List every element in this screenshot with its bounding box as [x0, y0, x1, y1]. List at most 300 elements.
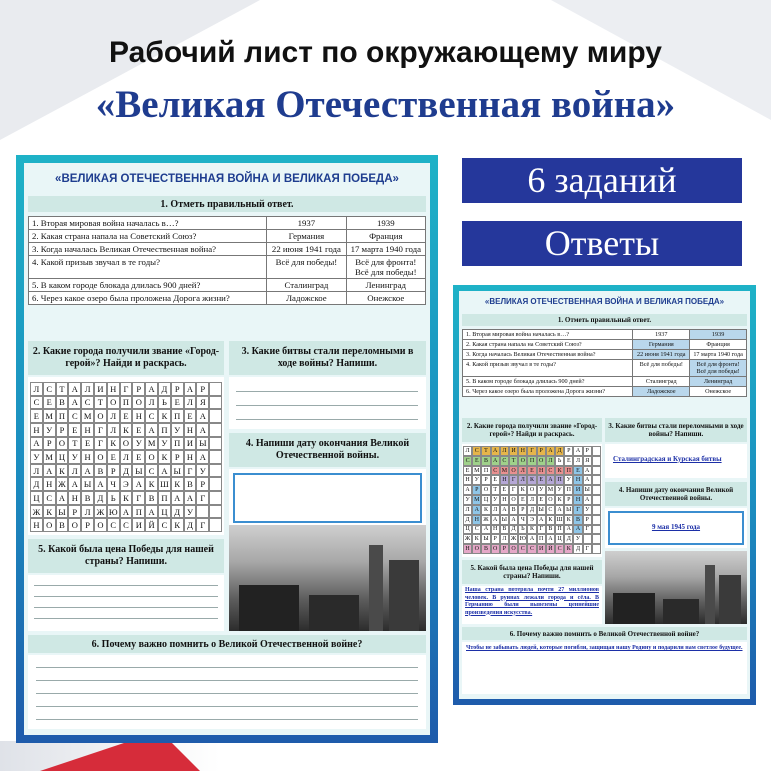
- grid-letter[interactable]: Р: [196, 382, 209, 396]
- grid-letter[interactable]: А: [94, 477, 107, 491]
- grid-letter[interactable]: О: [107, 396, 120, 410]
- grid-letter[interactable]: И: [537, 544, 546, 554]
- grid-letter[interactable]: Ь: [555, 456, 564, 466]
- grid-letter[interactable]: А: [573, 525, 582, 535]
- grid-letter[interactable]: Л: [573, 456, 582, 466]
- grid-letter[interactable]: Ш: [158, 477, 171, 491]
- grid-letter[interactable]: А: [583, 475, 592, 485]
- grid-letter[interactable]: Ж: [94, 505, 107, 519]
- grid-letter[interactable]: М: [547, 487, 554, 494]
- grid-letter[interactable]: Ж: [510, 536, 517, 543]
- grid-letter[interactable]: К: [158, 450, 171, 464]
- grid-letter[interactable]: Ж: [464, 536, 471, 543]
- grid-letter[interactable]: Н: [81, 450, 94, 464]
- grid-letter[interactable]: У: [184, 505, 197, 519]
- grid-letter[interactable]: А: [196, 423, 209, 437]
- grid-letter[interactable]: К: [171, 518, 184, 532]
- grid-letter[interactable]: А: [500, 505, 509, 515]
- grid-letter[interactable]: А: [81, 464, 94, 478]
- grid-letter[interactable]: К: [527, 525, 536, 535]
- grid-letter[interactable]: А: [555, 505, 564, 515]
- grid-letter[interactable]: С: [527, 544, 536, 554]
- grid-letter[interactable]: Л: [500, 534, 509, 544]
- answer-option-cell[interactable]: 17 марта 1940 года: [690, 350, 747, 360]
- grid-letter[interactable]: С: [500, 456, 509, 466]
- answer-option-cell[interactable]: Ладожское: [267, 292, 346, 305]
- grid-letter[interactable]: С: [546, 466, 555, 476]
- grid-letter[interactable]: Г: [184, 464, 197, 478]
- grid-letter[interactable]: Г: [94, 423, 107, 437]
- grid-letter[interactable]: Л: [30, 464, 43, 478]
- grid-letter[interactable]: Н: [81, 423, 94, 437]
- grid-letter[interactable]: В: [145, 491, 158, 505]
- grid-letter[interactable]: Н: [184, 450, 197, 464]
- answer-option-cell[interactable]: Всё для фронта! Всё для победы!: [346, 256, 425, 279]
- grid-letter[interactable]: [592, 505, 601, 515]
- grid-letter[interactable]: [592, 485, 601, 495]
- grid-letter[interactable]: В: [81, 491, 94, 505]
- grid-letter[interactable]: У: [555, 485, 564, 495]
- grid-letter[interactable]: Е: [518, 495, 527, 505]
- grid-letter[interactable]: Г: [132, 491, 145, 505]
- grid-letter[interactable]: Н: [472, 515, 481, 525]
- grid-letter[interactable]: Н: [463, 475, 472, 485]
- grid-letter[interactable]: Г: [509, 475, 518, 485]
- grid-letter[interactable]: А: [158, 464, 171, 478]
- grid-letter[interactable]: Р: [518, 505, 527, 515]
- grid-letter[interactable]: Р: [171, 450, 184, 464]
- grid-letter[interactable]: Е: [107, 450, 120, 464]
- grid-letter[interactable]: О: [120, 437, 133, 451]
- grid-letter[interactable]: В: [500, 525, 509, 535]
- grid-letter[interactable]: П: [537, 534, 546, 544]
- grid-letter[interactable]: Ц: [481, 495, 490, 505]
- grid-letter[interactable]: Л: [107, 423, 120, 437]
- grid-letter[interactable]: Л: [518, 466, 527, 476]
- grid-letter[interactable]: А: [145, 382, 158, 396]
- grid-letter[interactable]: Н: [500, 495, 509, 505]
- grid-letter[interactable]: О: [43, 518, 56, 532]
- grid-letter[interactable]: [209, 437, 222, 451]
- grid-letter[interactable]: Н: [107, 382, 120, 396]
- grid-letter[interactable]: Д: [555, 446, 564, 456]
- grid-letter[interactable]: К: [481, 505, 490, 515]
- grid-letter[interactable]: [209, 518, 222, 532]
- grid-letter[interactable]: О: [132, 396, 145, 410]
- grid-letter[interactable]: Г: [120, 382, 133, 396]
- grid-letter[interactable]: У: [583, 505, 592, 515]
- grid-letter[interactable]: Ы: [538, 506, 544, 513]
- grid-letter[interactable]: А: [145, 505, 158, 519]
- grid-letter[interactable]: [209, 477, 222, 491]
- grid-letter[interactable]: М: [145, 437, 158, 451]
- grid-letter[interactable]: Е: [132, 450, 145, 464]
- grid-letter[interactable]: [592, 534, 601, 544]
- grid-letter[interactable]: К: [145, 477, 158, 491]
- grid-letter[interactable]: Л: [145, 396, 158, 410]
- grid-letter[interactable]: Н: [30, 423, 43, 437]
- grid-letter[interactable]: Ч: [107, 477, 120, 491]
- grid-letter[interactable]: Л: [30, 382, 43, 396]
- grid-letter[interactable]: К: [120, 423, 133, 437]
- grid-letter[interactable]: Н: [573, 495, 582, 505]
- grid-letter[interactable]: Р: [81, 518, 94, 532]
- grid-letter[interactable]: [592, 475, 601, 485]
- grid-letter[interactable]: Ж: [56, 477, 69, 491]
- grid-letter[interactable]: Л: [463, 446, 472, 456]
- grid-letter[interactable]: Я: [196, 396, 209, 410]
- grid-letter[interactable]: А: [573, 446, 582, 456]
- grid-letter[interactable]: Э: [527, 515, 536, 525]
- grid-letter[interactable]: У: [171, 423, 184, 437]
- grid-letter[interactable]: М: [474, 496, 480, 503]
- answer-option-cell[interactable]: Всё для победы!: [633, 360, 690, 377]
- answer-option-cell[interactable]: Ленинград: [690, 377, 747, 387]
- grid-letter[interactable]: [592, 456, 601, 466]
- grid-letter[interactable]: Р: [43, 437, 56, 451]
- grid-letter[interactable]: А: [546, 475, 555, 485]
- grid-letter[interactable]: Д: [527, 505, 536, 515]
- grid-letter[interactable]: Д: [94, 491, 107, 505]
- grid-letter[interactable]: Е: [68, 423, 81, 437]
- grid-letter[interactable]: Ы: [56, 505, 69, 519]
- grid-letter[interactable]: Д: [463, 515, 472, 525]
- grid-letter[interactable]: Л: [81, 382, 94, 396]
- grid-letter[interactable]: [592, 515, 601, 525]
- grid-letter[interactable]: Л: [527, 495, 536, 505]
- grid-letter[interactable]: П: [564, 466, 573, 476]
- grid-letter[interactable]: Д: [158, 382, 171, 396]
- grid-letter[interactable]: Т: [56, 382, 69, 396]
- grid-letter[interactable]: П: [564, 485, 573, 495]
- grid-letter[interactable]: А: [56, 491, 69, 505]
- grid-letter[interactable]: [209, 505, 222, 519]
- grid-letter[interactable]: У: [196, 464, 209, 478]
- grid-letter[interactable]: Г: [196, 518, 209, 532]
- grid-letter[interactable]: В: [94, 464, 107, 478]
- grid-letter[interactable]: П: [481, 466, 490, 476]
- grid-letter[interactable]: А: [583, 495, 592, 505]
- grid-letter[interactable]: С: [158, 518, 171, 532]
- grid-letter[interactable]: Р: [564, 495, 573, 505]
- grid-letter[interactable]: А: [120, 505, 133, 519]
- grid-letter[interactable]: С: [463, 456, 472, 466]
- grid-letter[interactable]: П: [171, 437, 184, 451]
- grid-letter[interactable]: Р: [500, 544, 509, 554]
- grid-letter[interactable]: О: [472, 544, 481, 554]
- grid-letter[interactable]: У: [491, 495, 500, 505]
- grid-letter[interactable]: И: [94, 382, 107, 396]
- grid-letter[interactable]: Е: [472, 456, 481, 466]
- grid-letter[interactable]: Л: [518, 475, 527, 485]
- grid-letter[interactable]: О: [481, 485, 490, 495]
- grid-letter[interactable]: Ы: [132, 464, 145, 478]
- grid-letter[interactable]: С: [68, 409, 81, 423]
- grid-letter[interactable]: [196, 505, 209, 519]
- grid-letter[interactable]: В: [481, 544, 490, 554]
- grid-letter[interactable]: Т: [94, 396, 107, 410]
- grid-letter[interactable]: К: [564, 515, 573, 525]
- grid-letter[interactable]: О: [491, 544, 500, 554]
- grid-letter[interactable]: А: [43, 464, 56, 478]
- grid-letter[interactable]: П: [555, 475, 564, 485]
- grid-letter[interactable]: М: [43, 450, 56, 464]
- grid-letter[interactable]: С: [81, 396, 94, 410]
- grid-letter[interactable]: П: [527, 456, 536, 466]
- answer-option-cell[interactable]: Ленинград: [346, 279, 425, 292]
- grid-letter[interactable]: Н: [30, 518, 43, 532]
- answer-option-cell[interactable]: Франция: [690, 340, 747, 350]
- grid-letter[interactable]: А: [491, 456, 500, 466]
- grid-letter[interactable]: [209, 382, 222, 396]
- grid-letter[interactable]: А: [491, 446, 500, 456]
- grid-letter[interactable]: В: [481, 456, 490, 466]
- grid-letter[interactable]: Ю: [107, 505, 120, 519]
- grid-letter[interactable]: К: [120, 491, 133, 505]
- grid-letter[interactable]: Г: [583, 544, 592, 554]
- grid-letter[interactable]: Т: [509, 456, 518, 466]
- grid-letter[interactable]: К: [158, 409, 171, 423]
- grid-letter[interactable]: К: [555, 466, 564, 476]
- grid-letter[interactable]: О: [509, 495, 518, 505]
- grid-letter[interactable]: Л: [546, 456, 555, 466]
- grid-letter[interactable]: А: [463, 485, 472, 495]
- grid-letter[interactable]: [592, 466, 601, 476]
- grid-letter[interactable]: Н: [518, 446, 527, 456]
- grid-letter[interactable]: О: [527, 485, 536, 495]
- grid-letter[interactable]: Е: [43, 396, 56, 410]
- grid-letter[interactable]: И: [184, 437, 197, 451]
- grid-letter[interactable]: Ь: [158, 396, 171, 410]
- grid-letter[interactable]: Н: [573, 475, 582, 485]
- grid-letter[interactable]: Ц: [30, 491, 43, 505]
- grid-letter[interactable]: Ю: [519, 536, 526, 543]
- grid-letter[interactable]: П: [555, 525, 564, 535]
- grid-letter[interactable]: Ц: [158, 505, 171, 519]
- grid-letter[interactable]: [209, 464, 222, 478]
- grid-letter[interactable]: П: [158, 423, 171, 437]
- grid-letter[interactable]: Е: [500, 485, 509, 495]
- grid-letter[interactable]: А: [472, 505, 481, 515]
- answer-option-cell[interactable]: 17 марта 1940 года: [346, 243, 425, 256]
- grid-letter[interactable]: Э: [120, 477, 133, 491]
- grid-letter[interactable]: Д: [171, 505, 184, 519]
- grid-letter[interactable]: А: [509, 515, 518, 525]
- grid-letter[interactable]: А: [546, 446, 555, 456]
- grid-letter[interactable]: С: [120, 518, 133, 532]
- grid-letter[interactable]: Н: [537, 466, 546, 476]
- grid-letter[interactable]: С: [107, 518, 120, 532]
- grid-letter[interactable]: Г: [196, 491, 209, 505]
- grid-letter[interactable]: Д: [120, 464, 133, 478]
- grid-letter[interactable]: О: [518, 456, 527, 466]
- answer-option-cell[interactable]: 1939: [690, 330, 747, 340]
- grid-letter[interactable]: Ц: [555, 534, 564, 544]
- grid-letter[interactable]: У: [573, 534, 582, 544]
- grid-letter[interactable]: О: [94, 450, 107, 464]
- grid-letter[interactable]: Ж: [483, 516, 489, 523]
- grid-letter[interactable]: У: [537, 485, 546, 495]
- grid-letter[interactable]: У: [158, 437, 171, 451]
- grid-letter[interactable]: А: [196, 450, 209, 464]
- grid-letter[interactable]: М: [501, 467, 508, 474]
- grid-letter[interactable]: А: [171, 491, 184, 505]
- grid-letter[interactable]: Л: [107, 409, 120, 423]
- grid-letter[interactable]: Р: [56, 423, 69, 437]
- grid-letter[interactable]: М: [43, 409, 56, 423]
- grid-letter[interactable]: С: [555, 544, 564, 554]
- grid-letter[interactable]: Е: [527, 466, 536, 476]
- grid-letter[interactable]: С: [546, 505, 555, 515]
- grid-letter[interactable]: Ы: [196, 437, 209, 451]
- grid-letter[interactable]: И: [509, 446, 518, 456]
- grid-letter[interactable]: А: [68, 382, 81, 396]
- grid-letter[interactable]: Р: [196, 477, 209, 491]
- grid-letter[interactable]: [592, 495, 601, 505]
- grid-letter[interactable]: Д: [564, 534, 573, 544]
- answer-option-cell[interactable]: Всё для фронта! Всё для победы!: [690, 360, 747, 377]
- answer-option-cell[interactable]: Франция: [346, 230, 425, 243]
- grid-letter[interactable]: К: [555, 495, 564, 505]
- grid-letter[interactable]: Е: [184, 409, 197, 423]
- grid-letter[interactable]: Р: [132, 382, 145, 396]
- grid-letter[interactable]: Ц: [463, 525, 472, 535]
- grid-letter[interactable]: [209, 409, 222, 423]
- answer-option-cell[interactable]: Сталинград: [633, 377, 690, 387]
- grid-letter[interactable]: К: [43, 505, 56, 519]
- grid-letter[interactable]: Н: [463, 544, 472, 554]
- grid-letter[interactable]: П: [120, 396, 133, 410]
- grid-letter[interactable]: А: [184, 382, 197, 396]
- grid-letter[interactable]: И: [573, 485, 582, 495]
- grid-letter[interactable]: Р: [564, 446, 573, 456]
- grid-letter[interactable]: С: [491, 466, 500, 476]
- grid-letter[interactable]: Р: [583, 446, 592, 456]
- grid-letter[interactable]: С: [145, 409, 158, 423]
- grid-letter[interactable]: А: [481, 525, 490, 535]
- grid-letter[interactable]: О: [94, 518, 107, 532]
- grid-letter[interactable]: А: [527, 534, 536, 544]
- grid-letter[interactable]: Е: [537, 475, 546, 485]
- answer-option-cell[interactable]: Онежское: [346, 292, 425, 305]
- grid-letter[interactable]: Е: [132, 423, 145, 437]
- grid-letter[interactable]: П: [158, 491, 171, 505]
- grid-letter[interactable]: К: [472, 534, 481, 544]
- grid-letter[interactable]: Ж: [30, 505, 43, 519]
- grid-letter[interactable]: Ы: [81, 477, 94, 491]
- answer-option-cell[interactable]: 1939: [346, 217, 425, 230]
- grid-letter[interactable]: Г: [509, 485, 518, 495]
- grid-letter[interactable]: А: [184, 491, 197, 505]
- grid-letter[interactable]: [209, 450, 222, 464]
- grid-letter[interactable]: Е: [120, 409, 133, 423]
- grid-letter[interactable]: К: [564, 544, 573, 554]
- grid-letter[interactable]: Й: [145, 518, 158, 532]
- grid-letter[interactable]: А: [68, 396, 81, 410]
- grid-letter[interactable]: П: [56, 409, 69, 423]
- grid-letter[interactable]: Е: [30, 409, 43, 423]
- grid-letter[interactable]: Н: [43, 477, 56, 491]
- grid-letter[interactable]: У: [463, 495, 472, 505]
- grid-letter[interactable]: О: [537, 456, 546, 466]
- grid-letter[interactable]: Н: [68, 491, 81, 505]
- grid-letter[interactable]: Т: [68, 437, 81, 451]
- grid-letter[interactable]: [592, 525, 601, 535]
- grid-letter[interactable]: Р: [481, 475, 490, 485]
- grid-letter[interactable]: О: [546, 495, 555, 505]
- grid-letter[interactable]: В: [56, 518, 69, 532]
- grid-letter[interactable]: А: [491, 515, 500, 525]
- grid-letter[interactable]: Р: [537, 446, 546, 456]
- grid-letter[interactable]: В: [184, 477, 197, 491]
- answer-option-cell[interactable]: Германия: [633, 340, 690, 350]
- grid-letter[interactable]: Й: [546, 544, 555, 554]
- grid-letter[interactable]: Е: [537, 495, 546, 505]
- grid-letter[interactable]: В: [573, 515, 582, 525]
- grid-letter[interactable]: Л: [120, 450, 133, 464]
- grid-letter[interactable]: Е: [463, 466, 472, 476]
- grid-letter[interactable]: [209, 423, 222, 437]
- grid-letter[interactable]: У: [30, 450, 43, 464]
- grid-letter[interactable]: Н: [132, 409, 145, 423]
- grid-letter[interactable]: М: [81, 409, 94, 423]
- grid-letter[interactable]: М: [474, 467, 480, 474]
- grid-letter[interactable]: Ы: [501, 516, 507, 523]
- grid-letter[interactable]: У: [472, 475, 481, 485]
- answer-option-cell[interactable]: 22 июня 1941 года: [633, 350, 690, 360]
- answer-option-cell[interactable]: Всё для победы!: [267, 256, 346, 279]
- answer-option-cell[interactable]: Онежское: [690, 387, 747, 397]
- grid-letter[interactable]: Т: [481, 446, 490, 456]
- grid-letter[interactable]: Л: [463, 505, 472, 515]
- grid-letter[interactable]: Е: [564, 456, 573, 466]
- grid-letter[interactable]: А: [132, 477, 145, 491]
- grid-letter[interactable]: Ш: [556, 516, 563, 523]
- grid-letter[interactable]: А: [537, 515, 546, 525]
- grid-letter[interactable]: Л: [68, 464, 81, 478]
- grid-letter[interactable]: Р: [491, 534, 500, 544]
- grid-letter[interactable]: Ы: [584, 487, 590, 494]
- grid-letter[interactable]: К: [107, 437, 120, 451]
- grid-letter[interactable]: Р: [472, 485, 481, 495]
- grid-letter[interactable]: Е: [171, 396, 184, 410]
- grid-letter[interactable]: Н: [184, 423, 197, 437]
- grid-letter[interactable]: [209, 491, 222, 505]
- grid-letter[interactable]: С: [472, 446, 481, 456]
- grid-letter[interactable]: Г: [583, 525, 592, 535]
- grid-letter[interactable]: Л: [500, 446, 509, 456]
- grid-letter[interactable]: Ч: [518, 515, 527, 525]
- grid-letter[interactable]: С: [472, 525, 481, 535]
- grid-letter[interactable]: Д: [573, 544, 582, 554]
- grid-letter[interactable]: У: [564, 475, 573, 485]
- grid-letter[interactable]: Д: [509, 525, 518, 535]
- grid-letter[interactable]: У: [43, 423, 56, 437]
- grid-letter[interactable]: Ы: [566, 506, 572, 513]
- grid-letter[interactable]: [209, 396, 222, 410]
- grid-letter[interactable]: О: [509, 466, 518, 476]
- grid-letter[interactable]: Р: [171, 382, 184, 396]
- grid-letter[interactable]: С: [30, 396, 43, 410]
- grid-letter[interactable]: Л: [184, 396, 197, 410]
- grid-letter[interactable]: С: [43, 491, 56, 505]
- grid-letter[interactable]: Ы: [483, 536, 489, 543]
- grid-letter[interactable]: А: [546, 534, 555, 544]
- grid-letter[interactable]: Р: [107, 464, 120, 478]
- answer-option-cell[interactable]: 1937: [633, 330, 690, 340]
- answer-option-cell[interactable]: 22 июня 1941 года: [267, 243, 346, 256]
- grid-letter[interactable]: А: [68, 477, 81, 491]
